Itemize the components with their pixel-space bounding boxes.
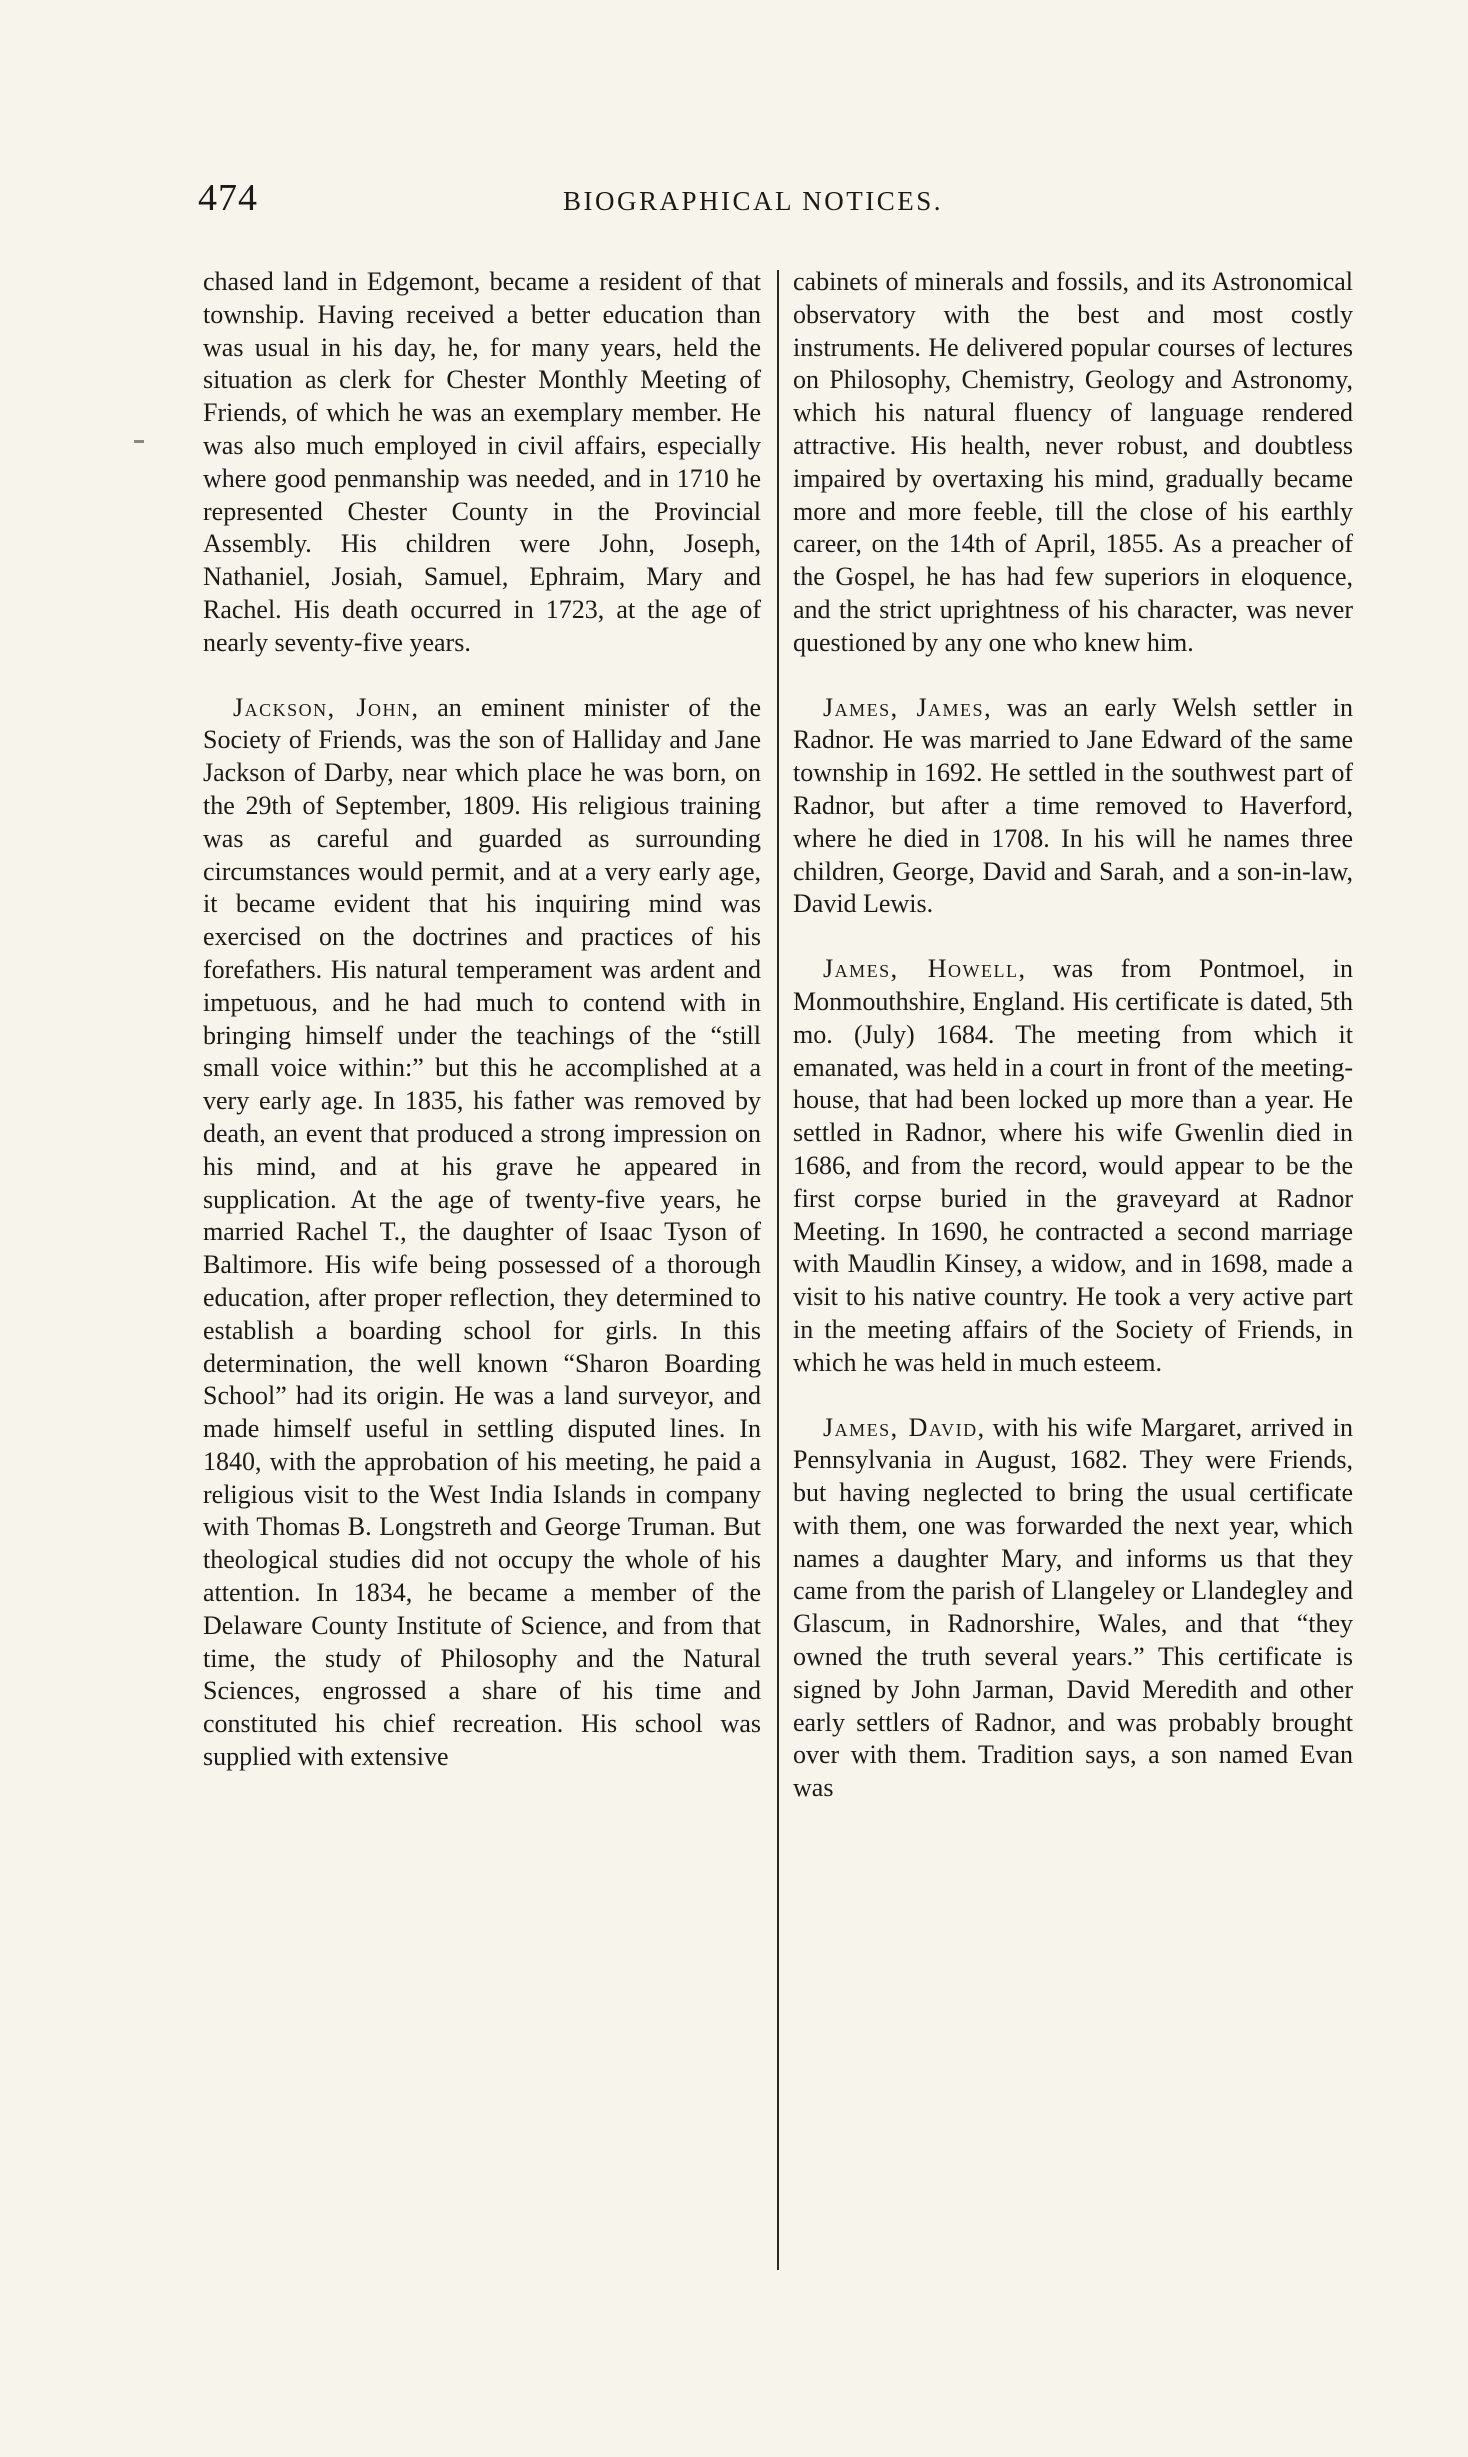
continued-paragraph: cabinets of minerals and fossils, and its Astronomical observatory with the best and most costly instruments. He delivered popular courses of lectures on Philosophy, Chemistry, Geology and Astronomy, which his natural fluency of language rendered attractive. His health, never robust, and doubtless impaired by overtaxing his mind, gradually became more and more feeble, till the close of his earthly career, on the 14th of April, 1855. As a preacher of the Gospel, he has had few superiors in eloquence, and the strict uprightness of his character, was never questioned by any one who knew him. (793, 267, 1353, 657)
continued-paragraph: chased land in Edgemont, became a resident of that township. Having received a better education than was usual in his day, he, for many years, held the situation as clerk for Chester Monthly Meeting of Friends, of which he was an exemplary member. He was also much employed in civil affairs, especially where good penmanship was needed, and in 1710 he represented Chester County in the Provincial Assembly. His children were John, Joseph, Nathaniel, Josiah, Samuel, Ephraim, Mary and Rachel. His death occurred in 1723, at the age of nearly seventy-five years. (203, 267, 761, 657)
running-head: BIOGRAPHICAL NOTICES. (563, 186, 944, 216)
entry-heading: James, David (823, 1412, 978, 1442)
right-column (793, 266, 1353, 1805)
entry-body: , with his wife Margaret, arrived in Pennsylvania in August, 1682. They were Friends, but having neglected to bring the usual certificate with them, one was forwarded the next year, which names a daughter Mary, and informs us that they came from the parish of Llangeley or Llandegley and Glascum, in Radnorshire, Wales, and that “they owned the truth several years.” This certificate is signed by John Jarman, David Meredith and other early settlers of Radnor, and was probably brought over with them. Tradition says, a son named Evan was (793, 1412, 1353, 1803)
entry-james-james (793, 692, 1353, 922)
entry-james-howell (793, 953, 1353, 1379)
page-number: 474 (198, 177, 258, 219)
column-divider (777, 270, 779, 2270)
entry-jackson-john (203, 692, 761, 1774)
margin-mark (134, 440, 144, 443)
entry-body: , was from Pontmoel, in Monmouthshire, England. His certificate is dated, 5th mo. (July) 1684. The meeting from which it emanated, was held in a court in front of the meeting-house, that had been locked up more than a year. He settled in Radnor, where his wife Gwenlin died in 1686, and from the record, would appear to be the first corpse buried in the graveyard at Radnor Meeting. In 1690, he contracted a second marriage with Maudlin Kinsey, a widow, and in 1698, made a visit to his native country. He took a very active part in the meeting affairs of the Society of Friends, in which he was held in much esteem. (793, 954, 1353, 1377)
entry-james-david (793, 1412, 1353, 1806)
page-header (198, 176, 1328, 226)
entry-heading: Jackson, John (233, 692, 412, 722)
entry-body: , an eminent minister of the Society of Friends, was the son of Halliday and Jane Jackson of Darby, near which place he was born, on the 29th of September, 1809. His religious training was as careful and guarded as surrounding circumstances would permit, and at a very early age, it became evident that his inquiring mind was exercised on the doctrines and practices of his forefathers. His natural temperament was ardent and impetuous, and he had much to contend with in bringing himself under the teachings of the “still small voice within:” but this he accomplished at a very early age. In 1835, his father was removed by death, an event that produced a strong impression on his mind, and at his grave he appeared in supplication. At the age of twenty-five years, he married Rachel T., the daughter of Isaac Tyson of Baltimore. His wife being possessed of a thorough education, after proper reflection, they determined to establish a boarding school for girls. In this determination, the well known “Sharon Boarding School” had its origin. He was a land surveyor, and made himself useful in settling disputed lines. In 1840, with the approbation of his meeting, he paid a religious visit to the West India Islands in company with Thomas B. Longstreth and George Truman. But theological studies did not occupy the whole of his attention. In 1834, he became a member of the Delaware County Institute of Science, and from that time, the study of Philosophy and the Natural Sciences, engrossed a share of his time and constituted his chief recreation. His school was supplied with extensive (203, 692, 761, 1772)
entry-heading: James, Howell (823, 954, 1019, 984)
left-column (203, 266, 761, 1774)
entry-body: , was an early Welsh settler in Radnor. He was married to Jane Edward of the same township in 1692. He settled in the southwest part of Radnor, but after a time removed to Haverford, where he died in 1708. In his will he names three children, George, David and Sarah, and a son-in-law, David Lewis. (793, 692, 1353, 919)
entry-heading: James, James (823, 692, 985, 722)
